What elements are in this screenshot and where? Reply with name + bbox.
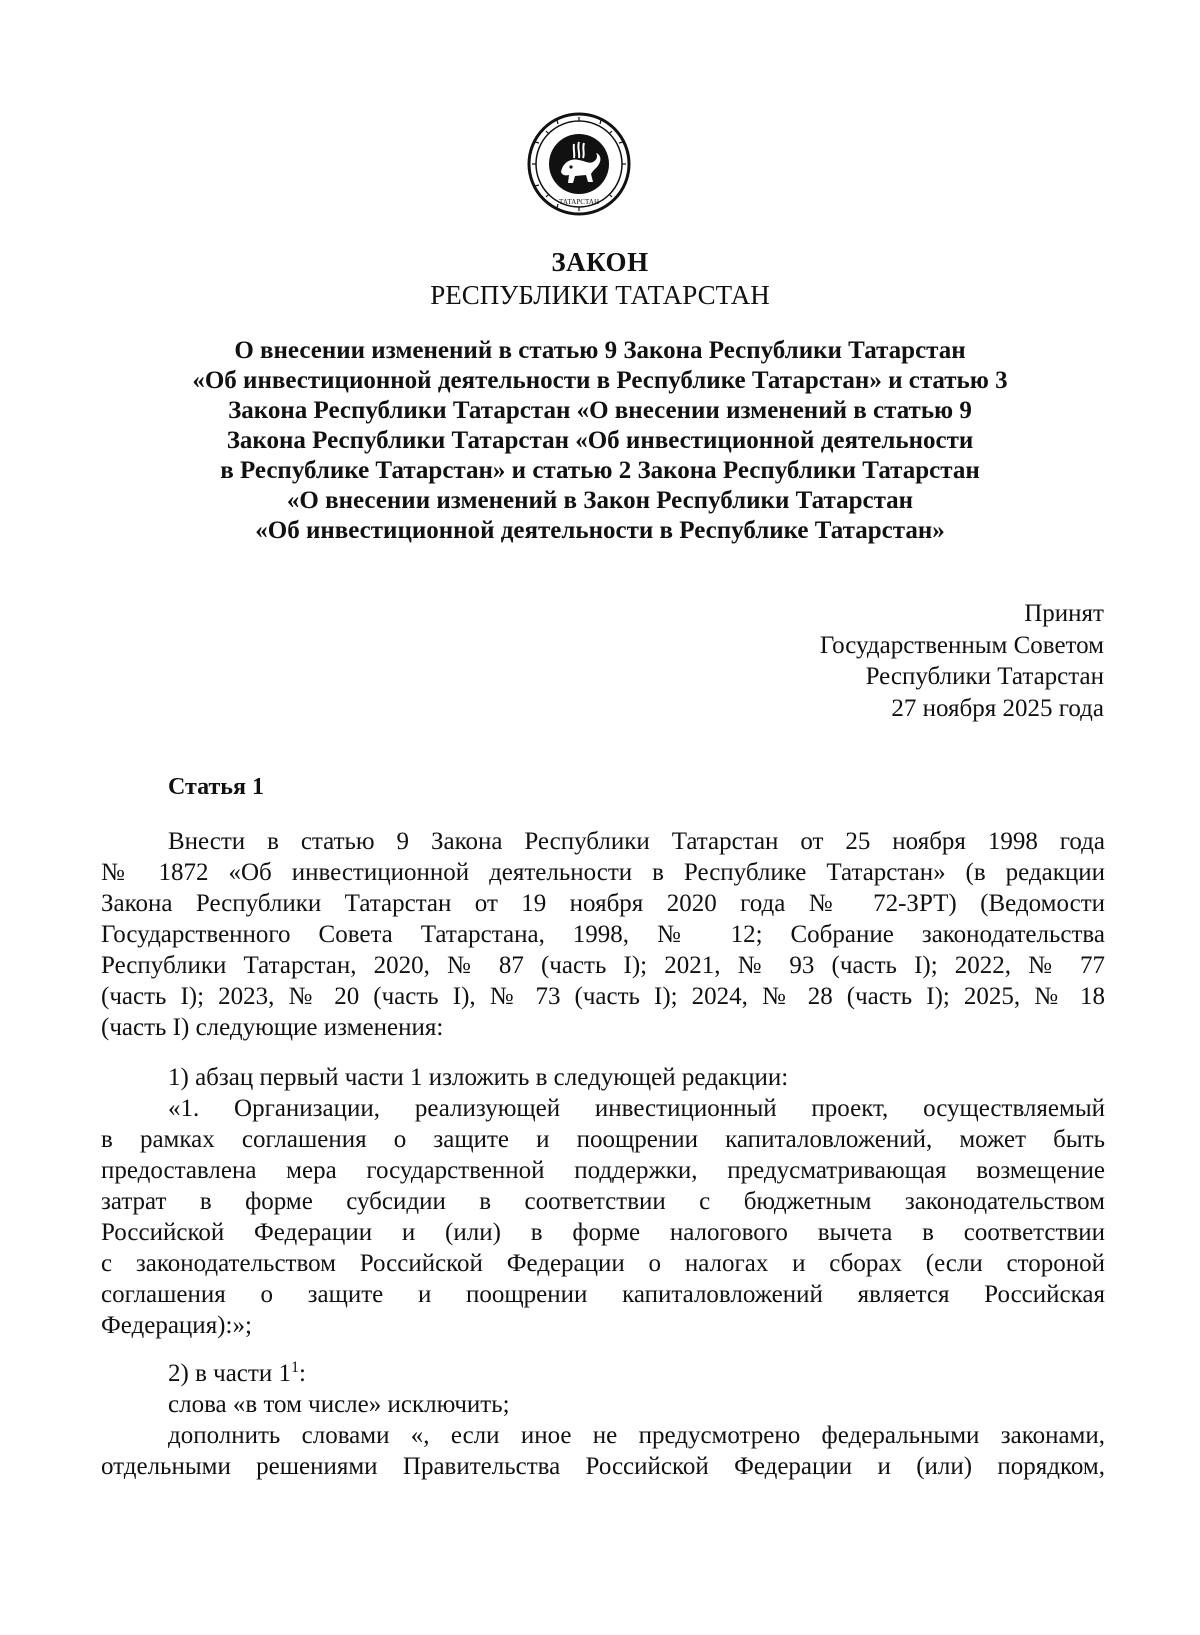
item-1 (101, 1062, 1105, 1341)
text-line: Внести в статью 9 Закона Республики Татарстан от 25 ноября 1998 года (168, 828, 1105, 855)
subject-line: Закона Республики Татарстан «О внесении изменений в статью 9 (228, 397, 972, 424)
adoption-block (684, 598, 1104, 724)
item-2-superscript: 1 (290, 1359, 299, 1376)
text-line: Закона Республики Татарстан от 19 ноября 2020 года № 72-ЗРТ) (Ведомости (101, 890, 1105, 917)
subject-line: в Республике Татарстан» и статью 2 Закона Республики Татарстан (220, 457, 980, 484)
text-line: дополнить словами «, если иное не предусмотрено федеральными законами, (168, 1422, 1105, 1449)
quote-line: соглашения о защите и поощрении капиталовложений является Российская (101, 1281, 1105, 1308)
adoption-line: Республики Татарстан (865, 663, 1104, 690)
text-line: отдельными решениями Правительства Российской Федерации и (или) порядком, (101, 1453, 1105, 1480)
article-heading: Статья 1 (168, 774, 264, 800)
law-type-title: ЗАКОН (551, 247, 649, 277)
quote-line: Российской Федерации и (или) в форме налогового вычета в соответствии (101, 1219, 1105, 1246)
adoption-line: Государственным Советом (819, 631, 1104, 659)
article-intro-paragraph (101, 826, 1105, 1043)
text-line: (часть I); 2023, № 20 (часть I), № 73 (часть I); 2024, № 28 (часть I); 2025, № 18 (101, 983, 1105, 1010)
item-2-suffix: : (298, 1360, 306, 1387)
item-2-title (101, 1358, 1105, 1389)
text-line: (часть I) следующие изменения: (101, 1014, 444, 1041)
text-line: слова «в том числе» исключить; (168, 1391, 510, 1418)
tatarstan-emblem-icon (527, 112, 631, 216)
adoption-date: 27 ноября 2025 года (891, 694, 1104, 722)
subject-line: «О внесении изменений в Закон Республики Татарстан (286, 487, 914, 514)
quote-line: «1. Организации, реализующей инвестиционный проект, осуществляемый (168, 1095, 1105, 1122)
item-2 (101, 1358, 1105, 1482)
quote-line: с законодательством Российской Федерации о налогах и сборах (если стороной (101, 1250, 1105, 1277)
quote-line: затрат в форме субсидии в соответствии с бюджетным законодательством (101, 1188, 1105, 1215)
law-issuer-title: РЕСПУБЛИКИ ТАТАРСТАН (430, 280, 770, 310)
quote-line: предоставлена мера государственной поддержки, предусматривающая возмещение (101, 1157, 1105, 1184)
quote-line: Федерация):»; (101, 1312, 252, 1339)
subject-line: О внесении изменений в статью 9 Закона Республики Татарстан (234, 337, 966, 364)
text-line: Государственного Совета Татарстана, 1998, № 12; Собрание законодательства (101, 921, 1105, 948)
item-2-prefix: 2) в части 1 (168, 1360, 291, 1387)
svg-text:ТАТАРСТАН: ТАТАРСТАН (558, 198, 600, 206)
adoption-line: Принят (1024, 600, 1104, 627)
law-subject-title (100, 336, 1100, 546)
subject-line: «Об инвестиционной деятельности в Республике Татарстан» (255, 517, 945, 544)
text-line: Республики Татарстан, 2020, № 87 (часть I); 2021, № 93 (часть I); 2022, № 77 (101, 952, 1105, 979)
item-1-title: 1) абзац первый части 1 изложить в следующей редакции: (168, 1064, 789, 1091)
subject-line: Закона Республики Татарстан «Об инвестиционной деятельности (226, 427, 974, 454)
subject-line: «Об инвестиционной деятельности в Республике Татарстан» и статью 3 (192, 367, 1008, 394)
quote-line: в рамках соглашения о защите и поощрении капиталовложений, может быть (101, 1126, 1105, 1153)
text-line: № 1872 «Об инвестиционной деятельности в Республике Татарстан» (в редакции (101, 859, 1105, 886)
